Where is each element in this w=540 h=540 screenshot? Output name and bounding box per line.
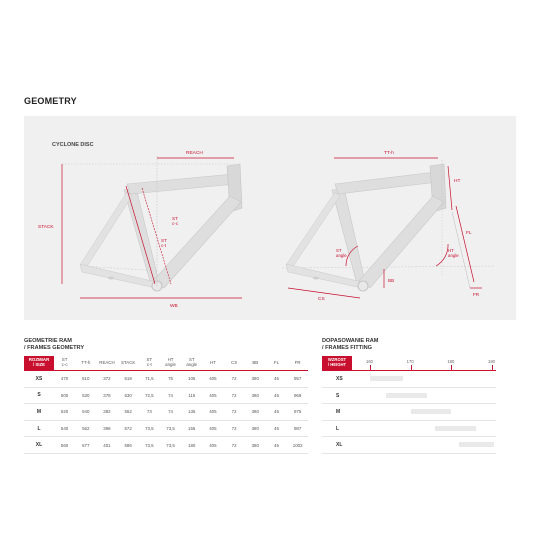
fitting-size-label: M: [336, 409, 341, 416]
value-cell: 957: [287, 371, 308, 388]
height-tick-label: 190: [488, 359, 495, 364]
value-cell: 530: [75, 387, 96, 404]
fitting-title: DOPASOWANIE RAM / FRAMES FITTING: [322, 338, 379, 351]
left-logo-mark: [108, 277, 114, 280]
height-tick-label: 170: [406, 359, 414, 364]
value-cell: 518: [118, 371, 139, 388]
value-cell: 45: [266, 420, 287, 437]
right-seat-tube: [332, 188, 366, 288]
value-cell: 969: [287, 387, 308, 404]
value-cell: 135: [181, 404, 202, 421]
size-header: ROZMIAR / SIZE: [24, 356, 54, 371]
height-tick-mark: [492, 365, 493, 370]
value-cell: 115: [181, 387, 202, 404]
size-cell: S: [24, 387, 54, 404]
size-cell: XL: [24, 437, 54, 454]
value-cell: 72: [224, 437, 245, 454]
label-st-ctc: ST c-c: [172, 216, 179, 226]
label-bb: BB: [388, 278, 395, 283]
value-cell: 73,5: [139, 437, 160, 454]
value-cell: 540: [54, 420, 75, 437]
column-header: CS: [224, 356, 245, 371]
value-cell: 560: [54, 437, 75, 454]
height-tick-mark: [451, 365, 452, 370]
value-cell: 572: [118, 420, 139, 437]
right-ht-line: [448, 166, 452, 210]
model-name: CYCLONE DISC: [52, 142, 94, 148]
size-cell: L: [24, 420, 54, 437]
value-cell: 540: [75, 404, 96, 421]
value-cell: 380: [245, 371, 266, 388]
value-cell: 74: [160, 404, 181, 421]
fitting-height-bar: [435, 426, 476, 431]
column-header: FL: [266, 356, 287, 371]
height-tick-mark: [411, 365, 412, 370]
column-header: HT angle: [160, 356, 181, 371]
left-top-tube: [127, 174, 236, 194]
value-cell: 105: [181, 371, 202, 388]
value-cell: 74: [160, 387, 181, 404]
value-cell: 500: [54, 387, 75, 404]
right-frame-drawing: [282, 150, 494, 302]
geometry-table-title: GEOMETRIE RAM / FRAMES GEOMETRY: [24, 338, 85, 351]
column-header: REACH: [96, 356, 117, 371]
value-cell: 398: [96, 420, 117, 437]
table-row: [24, 371, 308, 388]
label-tt-h: TT-h: [384, 151, 394, 156]
right-down-tube: [358, 196, 444, 288]
column-header: TT-h: [75, 356, 96, 371]
left-frame-drawing: [38, 150, 242, 309]
value-cell: 510: [75, 371, 96, 388]
value-cell: 382: [96, 404, 117, 421]
label-reach: REACH: [186, 151, 203, 156]
column-header: BB: [245, 356, 266, 371]
value-cell: 405: [202, 371, 223, 388]
value-cell: 45: [266, 437, 287, 454]
size-cell: M: [24, 404, 54, 421]
column-header: FR: [287, 356, 308, 371]
column-header: ST c-c: [54, 356, 75, 371]
fitting-row: [322, 421, 496, 438]
geometry-diagram-panel: [24, 116, 516, 320]
left-seat-tube: [124, 188, 160, 288]
value-cell: 1002: [287, 437, 308, 454]
height-header: WZROST / HEIGHT: [322, 356, 352, 370]
fitting-height-bar: [411, 409, 452, 414]
value-cell: 577: [75, 437, 96, 454]
value-cell: 45: [266, 371, 287, 388]
value-cell: 73: [139, 404, 160, 421]
fitting-size-label: S: [336, 392, 340, 399]
value-cell: 45: [266, 387, 287, 404]
left-seat-stay: [80, 192, 132, 268]
value-cell: 596: [118, 437, 139, 454]
table-row: [24, 404, 308, 421]
value-cell: 380: [245, 420, 266, 437]
value-cell: 975: [287, 404, 308, 421]
table-row: [24, 420, 308, 437]
fitting-row: [322, 404, 496, 421]
value-cell: 45: [266, 404, 287, 421]
height-tick-label: 180: [447, 359, 455, 364]
table-row: [24, 437, 308, 454]
geometry-table-header: [24, 356, 308, 371]
value-cell: 562: [75, 420, 96, 437]
label-ht-angle: HT angle: [448, 248, 459, 258]
value-cell: 72: [224, 420, 245, 437]
fitting-row: [322, 437, 496, 454]
right-fl-line: [456, 206, 474, 282]
fitting-header: [322, 356, 496, 371]
value-cell: 520: [54, 404, 75, 421]
left-chain-stay: [80, 264, 156, 288]
value-cell: 73,5: [139, 420, 160, 437]
fitting-height-bar: [386, 393, 427, 398]
size-cell: XS: [24, 371, 54, 388]
column-header: HT: [202, 356, 223, 371]
label-ht: HT: [454, 179, 461, 184]
fitting-height-bar: [370, 376, 403, 381]
value-cell: 372: [96, 371, 117, 388]
value-cell: 401: [96, 437, 117, 454]
column-header: ST c-t: [139, 356, 160, 371]
table-row: [24, 387, 308, 404]
geometry-table: [24, 356, 308, 454]
value-cell: 155: [181, 420, 202, 437]
right-top-tube: [335, 172, 438, 194]
value-cell: 72: [224, 404, 245, 421]
height-tick-label: 160: [366, 359, 373, 364]
label-cs: CS: [318, 297, 325, 302]
value-cell: 380: [245, 404, 266, 421]
value-cell: 530: [118, 387, 139, 404]
value-cell: 72,5: [139, 387, 160, 404]
fitting-size-label: L: [336, 425, 340, 432]
value-cell: 405: [202, 404, 223, 421]
value-cell: 180: [181, 437, 202, 454]
value-cell: 72: [224, 371, 245, 388]
value-cell: 405: [202, 387, 223, 404]
fitting-row: [322, 371, 496, 388]
column-header: STACK: [118, 356, 139, 371]
height-tick-mark: [370, 365, 371, 370]
right-bottom-bracket: [358, 281, 368, 291]
geometry-diagram: [24, 116, 516, 320]
value-cell: 75: [160, 371, 181, 388]
value-cell: 552: [118, 404, 139, 421]
label-stack: STACK: [38, 225, 54, 230]
page-title: GEOMETRY: [24, 96, 77, 106]
value-cell: 405: [202, 437, 223, 454]
fitting-height-bar: [459, 442, 494, 447]
value-cell: 73,5: [160, 437, 181, 454]
label-wb: WB: [170, 304, 178, 309]
value-cell: 73,5: [160, 420, 181, 437]
geometry-table-body: [24, 371, 308, 454]
value-cell: 405: [202, 420, 223, 437]
label-fr: FR: [473, 292, 480, 297]
left-st-line: [126, 186, 155, 284]
value-cell: 71,5: [139, 371, 160, 388]
value-cell: 987: [287, 420, 308, 437]
label-st-angle: ST angle: [336, 248, 347, 258]
value-cell: 470: [54, 371, 75, 388]
fitting-row: [322, 388, 496, 405]
value-cell: 380: [245, 437, 266, 454]
value-cell: 72: [224, 387, 245, 404]
fitting-size-label: XL: [336, 442, 343, 449]
fitting-size-label: XS: [336, 376, 343, 382]
label-fl: FL: [466, 231, 472, 236]
value-cell: 378: [96, 387, 117, 404]
column-header: ST angle: [181, 356, 202, 371]
value-cell: 380: [245, 387, 266, 404]
label-st-ctt: ST c-t: [161, 238, 167, 248]
